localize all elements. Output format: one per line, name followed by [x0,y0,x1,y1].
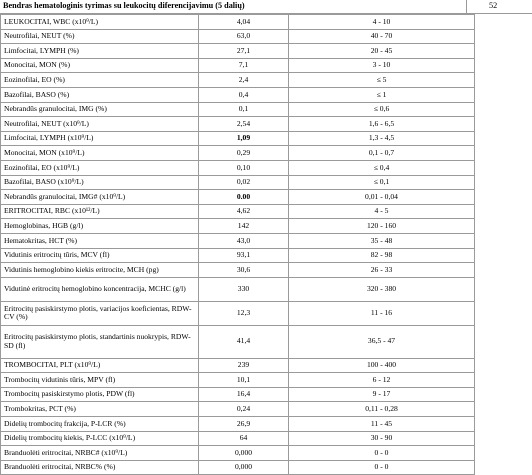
results-table [0,14,475,475]
test-value: 12,3 [199,301,289,325]
table-row [1,277,475,301]
table-row [1,131,475,146]
test-name: Branduolėti eritrocitai, NRBC# (x10⁹/L) [1,446,199,461]
table-row [1,373,475,388]
test-value: 142 [199,219,289,234]
report-header [0,0,532,14]
table-row [1,431,475,446]
table-row [1,358,475,373]
test-name: Eozinofilai, EO (%) [1,73,199,88]
test-value: 0,4 [199,87,289,102]
reference-range: ≤ 0,4 [289,160,475,175]
test-value: 0,1 [199,102,289,117]
table-row [1,263,475,278]
reference-range: 26 - 33 [289,263,475,278]
test-name: Didelių trombocitų kiekis, P-LCC (x10⁹/L) [1,431,199,446]
test-name: Trombocitų vidutinis tūris, MPV (fl) [1,373,199,388]
test-name: Trombokritas, PCT (%) [1,402,199,417]
table-row [1,460,475,475]
test-value: 63,0 [199,29,289,44]
test-name: Eritrocitų pasiskirstymo plotis, standartinis nuokrypis, RDW-SD (fl) [1,325,199,358]
reference-range: ≤ 5 [289,73,475,88]
test-name: Vidutinis hemoglobino kiekis eritrocite, MCH (pg) [1,263,199,278]
test-value: 64 [199,431,289,446]
reference-range: 4 - 5 [289,204,475,219]
test-name: Eritrocitų pasiskirstymo plotis, variacijos koeficientas, RDW-CV (%) [1,301,199,325]
reference-range: 36,5 - 47 [289,325,475,358]
test-value: 26,9 [199,417,289,432]
test-value: 1,09 [199,131,289,146]
test-value: 239 [199,358,289,373]
reference-range: 11 - 16 [289,301,475,325]
reference-range: 20 - 45 [289,44,475,59]
table-row [1,58,475,73]
test-value: 10,1 [199,373,289,388]
table-row [1,190,475,205]
test-value: 16,4 [199,387,289,402]
reference-range: 11 - 45 [289,417,475,432]
test-name: Didelių trombocitų frakcija, P-LCR (%) [1,417,199,432]
table-row [1,446,475,461]
test-value: 0,10 [199,160,289,175]
test-value: 330 [199,277,289,301]
table-row [1,402,475,417]
report-title: Bendras hematologinis tyrimas su leukocitų diferencijavimu (5 dalių) [3,1,245,10]
table-row [1,417,475,432]
test-name: Vidutinis eritrocitų tūris, MCV (fl) [1,248,199,263]
reference-range: 120 - 160 [289,219,475,234]
table-row [1,175,475,190]
test-name: Neutrofilai, NEUT (%) [1,29,199,44]
test-name: Monocitai, MON (x10⁹/L) [1,146,199,161]
table-row [1,219,475,234]
test-name: Branduolėti eritrocitai, NRBC% (%) [1,460,199,475]
test-value: 0,24 [199,402,289,417]
page-number: 52 [489,1,498,10]
test-value: 41,4 [199,325,289,358]
table-row [1,117,475,132]
table-row [1,146,475,161]
table-row [1,325,475,358]
test-name: Limfocitai, LYMPH (x10⁹/L) [1,131,199,146]
test-value: 27,1 [199,44,289,59]
test-name: Neutrofilai, NEUT (x10⁹/L) [1,117,199,132]
reference-range: 0 - 0 [289,460,475,475]
reference-range: 1,6 - 6,5 [289,117,475,132]
test-value: 93,1 [199,248,289,263]
test-name: Hemoglobinas, HGB (g/l) [1,219,199,234]
reference-range: 3 - 10 [289,58,475,73]
table-row [1,248,475,263]
reference-range: 0,11 - 0,28 [289,402,475,417]
table-row [1,233,475,248]
test-name: Eozinofilai, EO (x10⁹/L) [1,160,199,175]
reference-range: 4 - 10 [289,15,475,30]
test-value: 30,6 [199,263,289,278]
reference-range: ≤ 0,1 [289,175,475,190]
test-name: ERITROCITAI, RBC (x10¹²/L) [1,204,199,219]
table-row [1,102,475,117]
reference-range: 35 - 48 [289,233,475,248]
table-row [1,87,475,102]
reference-range: 6 - 12 [289,373,475,388]
test-value: 0,000 [199,446,289,461]
test-name: Limfocitai, LYMPH (%) [1,44,199,59]
table-row [1,204,475,219]
header-divider [466,0,467,14]
test-name: LEUKOCITAI, WBC (x10⁹/L) [1,15,199,30]
test-name: Nebrandūs granulocitai, IMG (%) [1,102,199,117]
test-name: Monocitai, MON (%) [1,58,199,73]
reference-range: 9 - 17 [289,387,475,402]
test-value: 7,1 [199,58,289,73]
test-value: 43,0 [199,233,289,248]
reference-range: 0,01 - 0,04 [289,190,475,205]
table-row [1,160,475,175]
reference-range: 0 - 0 [289,446,475,461]
reference-range: ≤ 1 [289,87,475,102]
table-row [1,44,475,59]
reference-range: 82 - 98 [289,248,475,263]
test-name: Bazofilai, BASO (%) [1,87,199,102]
table-row [1,301,475,325]
test-value: 0,000 [199,460,289,475]
reference-range: 100 - 400 [289,358,475,373]
table-row [1,29,475,44]
test-value: 4,04 [199,15,289,30]
test-name: TROMBOCITAI, PLT (x10⁹/L) [1,358,199,373]
test-value: 2,54 [199,117,289,132]
test-name: Nebrandūs granulocitai, IMG# (x10⁹/L) [1,190,199,205]
test-value: 4,62 [199,204,289,219]
test-name: Trombocitų pasiskirstymo plotis, PDW (fl) [1,387,199,402]
test-name: Vidutinė eritrocitų hemoglobino koncentracija, MCHC (g/l) [1,277,199,301]
test-value: 0,02 [199,175,289,190]
reference-range: 0,1 - 0,7 [289,146,475,161]
reference-range: 40 - 70 [289,29,475,44]
test-value: 2,4 [199,73,289,88]
table-row [1,73,475,88]
test-name: Bazofilai, BASO (x10⁹/L) [1,175,199,190]
reference-range: 320 - 380 [289,277,475,301]
test-name: Hematokritas, HCT (%) [1,233,199,248]
reference-range: 30 - 90 [289,431,475,446]
test-value: 0,29 [199,146,289,161]
test-value: 0.00 [199,190,289,205]
reference-range: ≤ 0,6 [289,102,475,117]
reference-range: 1,3 - 4,5 [289,131,475,146]
table-row [1,15,475,30]
